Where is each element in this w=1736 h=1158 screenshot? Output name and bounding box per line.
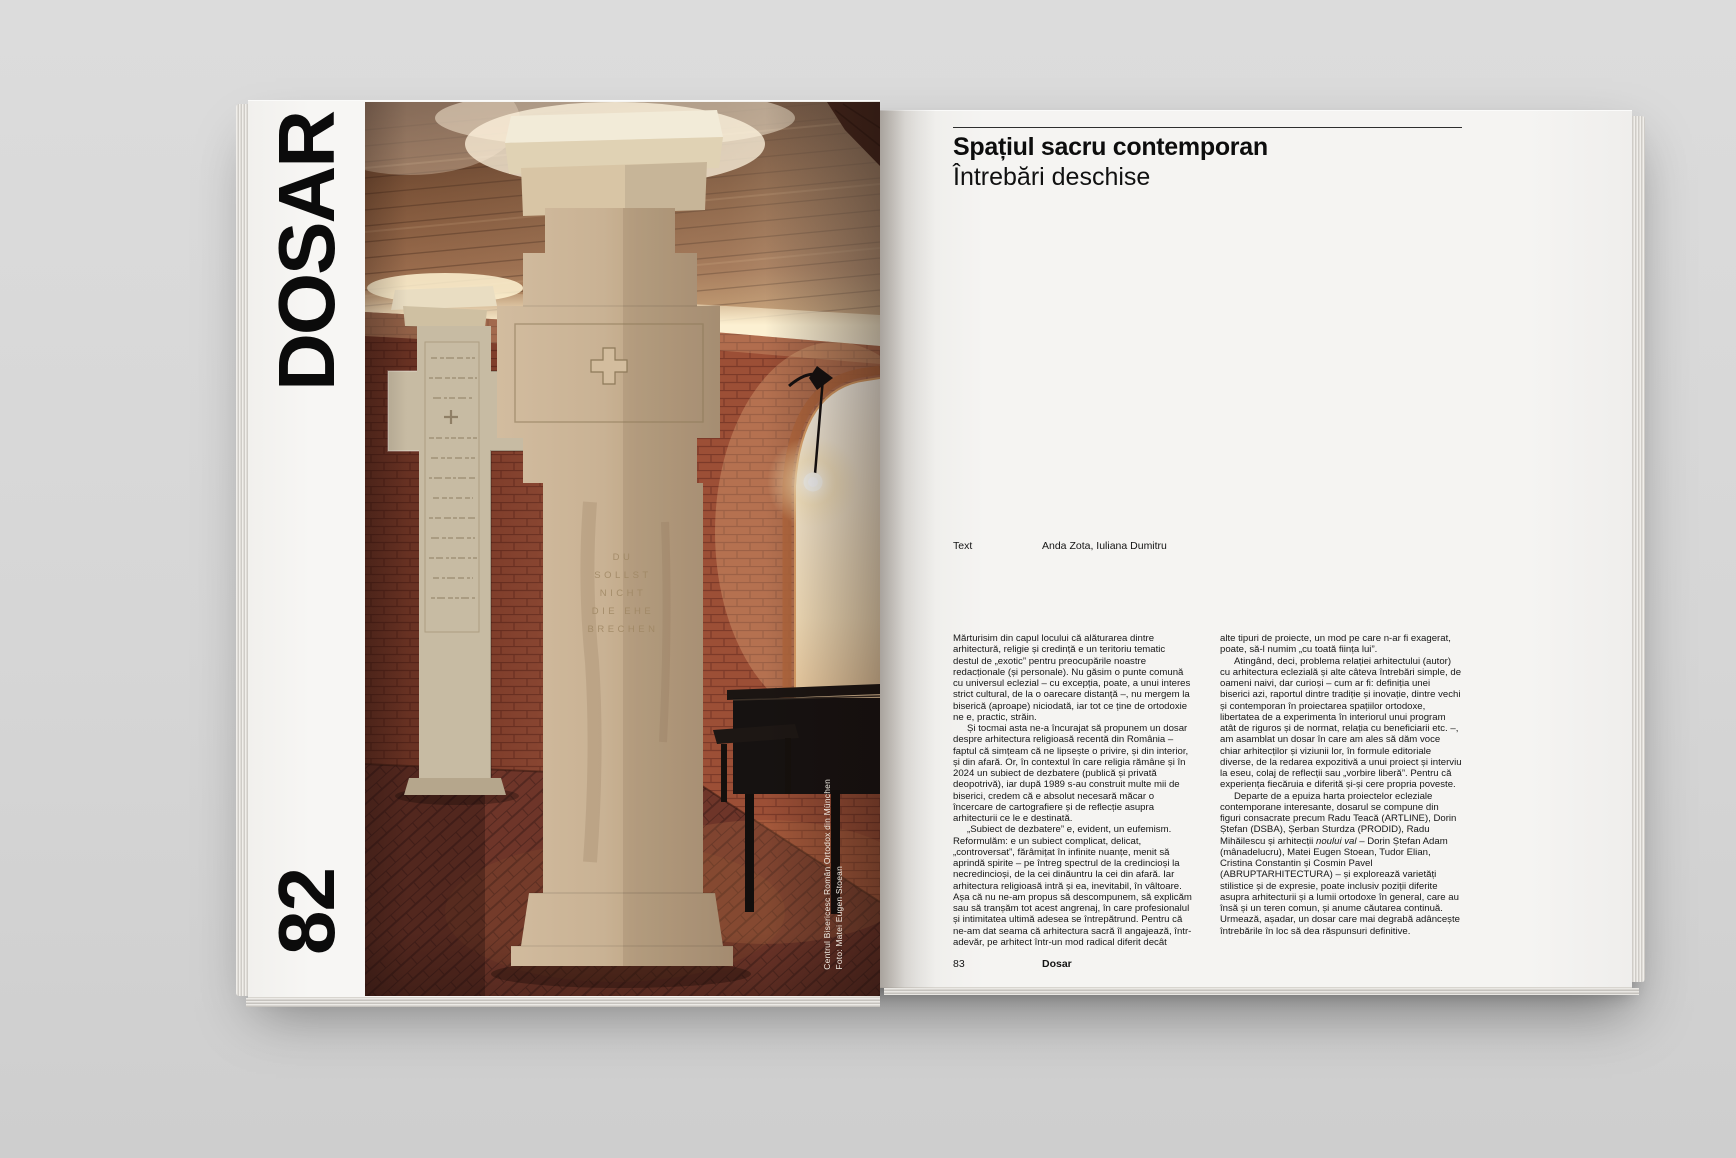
- page-edge-stack-left: [236, 104, 248, 996]
- left-page-number-text: 82: [262, 868, 351, 955]
- byline-label: Text: [953, 540, 973, 552]
- photo-caption-line1: Centrul Bisericesc Român Ortodox din München: [822, 779, 832, 970]
- page-edge-stack-bottom-right: [884, 988, 1639, 995]
- column-inscription-line: BRECHEN: [587, 624, 659, 635]
- left-page: [248, 100, 880, 998]
- paragraph-segment: Departe de a epuiza harta proiectelor ecleziale contemporane interesante, dosarul se compune din figuri consacrate precum Radu Teacă (ARTLINE), Dorin Ștefan (DSBA), Șerban Sturdza (PRODID), Radu Mihăilescu și arhitecții: [1220, 790, 1457, 847]
- article-title: Spațiul sacru contemporan: [953, 133, 1268, 161]
- body-paragraph: Și tocmai asta ne-a încurajat să propunem un dosar despre arhitectura religioasă recentă din România – faptul că simțeam că ne lipsește o privire, și din interior, și din afară. Or, în contextul în care religia rămâne și în 2024 un subiect de dezbatere (publică și privată deopotrivă), iar după 1989 s-au construit multe mii de biserici, credem că e absolut necesară măcar o încercare de cartografiere și de reflecție asupra arhitecturii ce le e destinată.: [953, 723, 1189, 824]
- column-inscription-line: DIE EHE: [591, 606, 655, 617]
- photo-caption: [822, 779, 844, 970]
- body-paragraph: Mărturisim din capul locului că alăturarea dintre arhitectură, religie și credință e un teritoriu tematic destul de „exotic” pentru preocupările noastre redacționale (și personale). Nu găsim o punte comună cu universul eclezial – cu excepția, poate, a unui interes strict cultural, de la o oarecare distanță –, nu mergem la biserică (aproape) niciodată, iar tot ce ține de ortodoxie ne e, practic, străin.: [953, 633, 1191, 723]
- body-column-1: [953, 633, 1193, 948]
- footer-section-label: Dosar: [1042, 958, 1072, 970]
- church-interior-photo: [365, 102, 880, 996]
- right-page: [880, 110, 1632, 988]
- photo-caption-line2: Foto: Matei Eugen Stoean: [834, 866, 844, 970]
- column-inscription-line: SOLLST: [594, 570, 652, 581]
- byline-authors: Anda Zota, Iuliana Dumitru: [1042, 540, 1167, 552]
- body-column-2: [1220, 633, 1462, 937]
- paragraph-segment: – Dorin Ștefan Adam (mânadelucru), Matei Eugen Stoean, Tudor Elian, Cristina Constantin și Cosmin Pavel (ABRUPTARHITECTURA) – și explorează varietăți stilistice și de expresie, poate inclusiv poziții diferite asupra arhitecturii și a lumii ortodoxe în general, care au însă și un teren comun, și anume căutarea continuă. Urmează, așadar, un dosar care mai degrabă adâncește întrebările în loc să dea răspunsuri definitive.: [1220, 835, 1460, 937]
- body-paragraph: [1220, 791, 1462, 937]
- gutter-shadow: [880, 110, 936, 988]
- photo-left-vignette: [365, 102, 407, 996]
- paragraph-segment-italic: noului val: [1315, 835, 1357, 847]
- left-page-number-vertical: [262, 868, 351, 960]
- church-interior-illustration: [365, 102, 880, 996]
- column-inscription-line: DU: [612, 552, 634, 563]
- body-paragraph: „Subiect de dezbatere” e, evident, un eufemism. Reformulăm: e un subiect complicat, delicat, „controversat”, fărâmițat în infinite nuanțe, menit să aprindă spirite – pe întreg spectrul de la credincioși la necredincioși, de la cei dinăuntru la cei din afară. Iar arhitectura religioasă intră și ea, inevitabil, în vâltoare. Așa că nu ne-am propus să descompunem, să explicăm sau să tranșăm tot acest angrenaj, în care profesionalul și intimitatea ultimă adesea se întrepătrund. Pentru că ne-am dat seama că arhitectura sacră îl angajează, într-adevăr, pe arhitect într-un mod radical diferit decât: [953, 824, 1192, 948]
- column-inscription-line: NICHT: [599, 588, 647, 599]
- section-label-vertical: [262, 112, 351, 396]
- page-edge-stack-bottom-left: [246, 998, 880, 1007]
- right-page-number: 83: [953, 958, 965, 970]
- body-paragraph: alte tipuri de proiecte, un mod pe care n-ar fi exagerat, poate, să-l numim „cu toată ființa lui”.: [1220, 633, 1451, 656]
- section-label-text: DOSAR: [262, 112, 351, 391]
- title-rule: [953, 127, 1462, 128]
- body-paragraph: Atingând, deci, problema relației arhitectului (autor) cu arhitectura eclezială și alte câteva întrebări simple, de oameni naivi, dar curioși – cum ar fi: definiția unei biserici azi, raportul dintre tradiție și inovație, dintre vechi și contemporan în proiectarea spațiilor ortodoxe, libertatea de a experimenta în interiorul unui program atât de riguros și de normat, relația cu beneficiarii etc. –, am asamblat un dosar în care am ales să dăm voce chiar arhitecților și viziunii lor, în formule editoriale diverse, de la redarea expozitivă a unui proiect și interviu la eseu, colaj de reflecții sau „vorbire liberă”. Pentru că experiența fiecăruia e diferită și-și cere propria poveste.: [1220, 655, 1462, 791]
- page-edge-stack-right: [1632, 116, 1645, 982]
- article-subtitle: Întrebări deschise: [953, 163, 1151, 191]
